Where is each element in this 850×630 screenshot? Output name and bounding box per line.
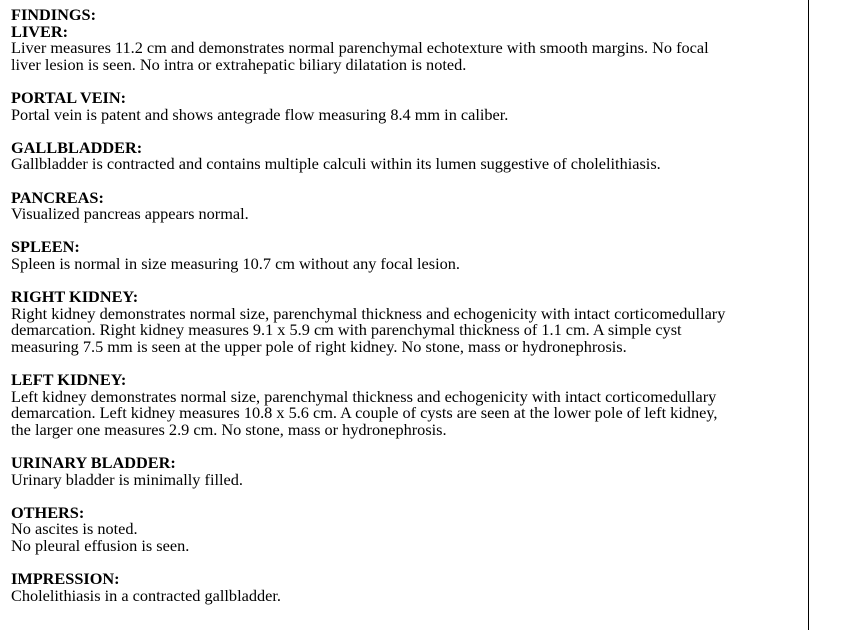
section-text-line: Portal vein is patent and shows antegrade flow measuring 8.4 mm in caliber.: [11, 104, 509, 124]
section-heading: PORTAL VEIN:: [11, 87, 127, 107]
section-text-line: Left kidney demonstrates normal size, parenchymal thickness and echogenicity with intact corticomedullary: [11, 386, 717, 406]
section-heading: GALLBLADDER:: [11, 137, 143, 157]
section-text-line: No pleural effusion is seen.: [11, 536, 190, 555]
section-text-line: liver lesion is seen. No intra or extrahepatic biliary dilatation is noted.: [11, 54, 467, 74]
section-text-line: Right kidney demonstrates normal size, parenchymal thickness and echogenicity with intact corticomedullary: [11, 303, 726, 323]
section-text-line: Spleen is normal in size measuring 10.7 cm without any focal lesion.: [11, 253, 460, 273]
section-heading: LEFT KIDNEY:: [11, 370, 127, 390]
section-right-kidney: [11, 289, 806, 355]
section-heading: IMPRESSION:: [11, 569, 120, 589]
section-heading: OTHERS:: [11, 502, 85, 522]
section-heading: LIVER:: [11, 21, 68, 41]
section-text-line: Gallbladder is contracted and contains multiple calculi within its lumen suggestive of cholelithiasis.: [11, 154, 661, 174]
section-text-line: the larger one measures 2.9 cm. No stone, mass or hydronephrosis.: [11, 419, 447, 439]
findings-document: [11, 7, 806, 621]
section-text-line: demarcation. Right kidney measures 9.1 x 5.9 cm with parenchymal thickness of 1.1 cm. A simple cyst: [11, 320, 682, 340]
section-heading: PANCREAS:: [11, 187, 104, 207]
section-text-line: Urinary bladder is minimally filled.: [11, 469, 243, 489]
section-heading: RIGHT KIDNEY:: [11, 287, 139, 307]
section-left-kidney: [11, 372, 806, 438]
section-text-line: Cholelithiasis in a contracted gallbladder.: [11, 585, 281, 605]
section-text-line: Visualized pancreas appears normal.: [11, 204, 249, 224]
section-text-line: demarcation. Left kidney measures 10.8 x 5.6 cm. A couple of cysts are seen at the lower pole of left kidney,: [11, 403, 718, 423]
section-heading: SPLEEN:: [11, 237, 80, 257]
section-pancreas: [11, 187, 806, 224]
section-impression: [11, 571, 806, 604]
section-text-line: No ascites is noted.: [11, 519, 138, 539]
section-heading: URINARY BLADDER:: [11, 453, 176, 473]
section-gallbladder: [11, 137, 806, 174]
section-liver: [11, 21, 806, 74]
section-text-line: Liver measures 11.2 cm and demonstrates normal parenchymal echotexture with smooth margins. No focal: [11, 38, 709, 58]
section-portal-vein: [11, 87, 806, 124]
section-spleen: [11, 239, 806, 272]
findings-title: FINDINGS:: [11, 5, 97, 24]
section-urinary-bladder: [11, 455, 806, 488]
section-text-line: measuring 7.5 mm is seen at the upper pole of right kidney. No stone, mass or hydronephrosis.: [11, 336, 627, 356]
section-others: [11, 502, 806, 555]
